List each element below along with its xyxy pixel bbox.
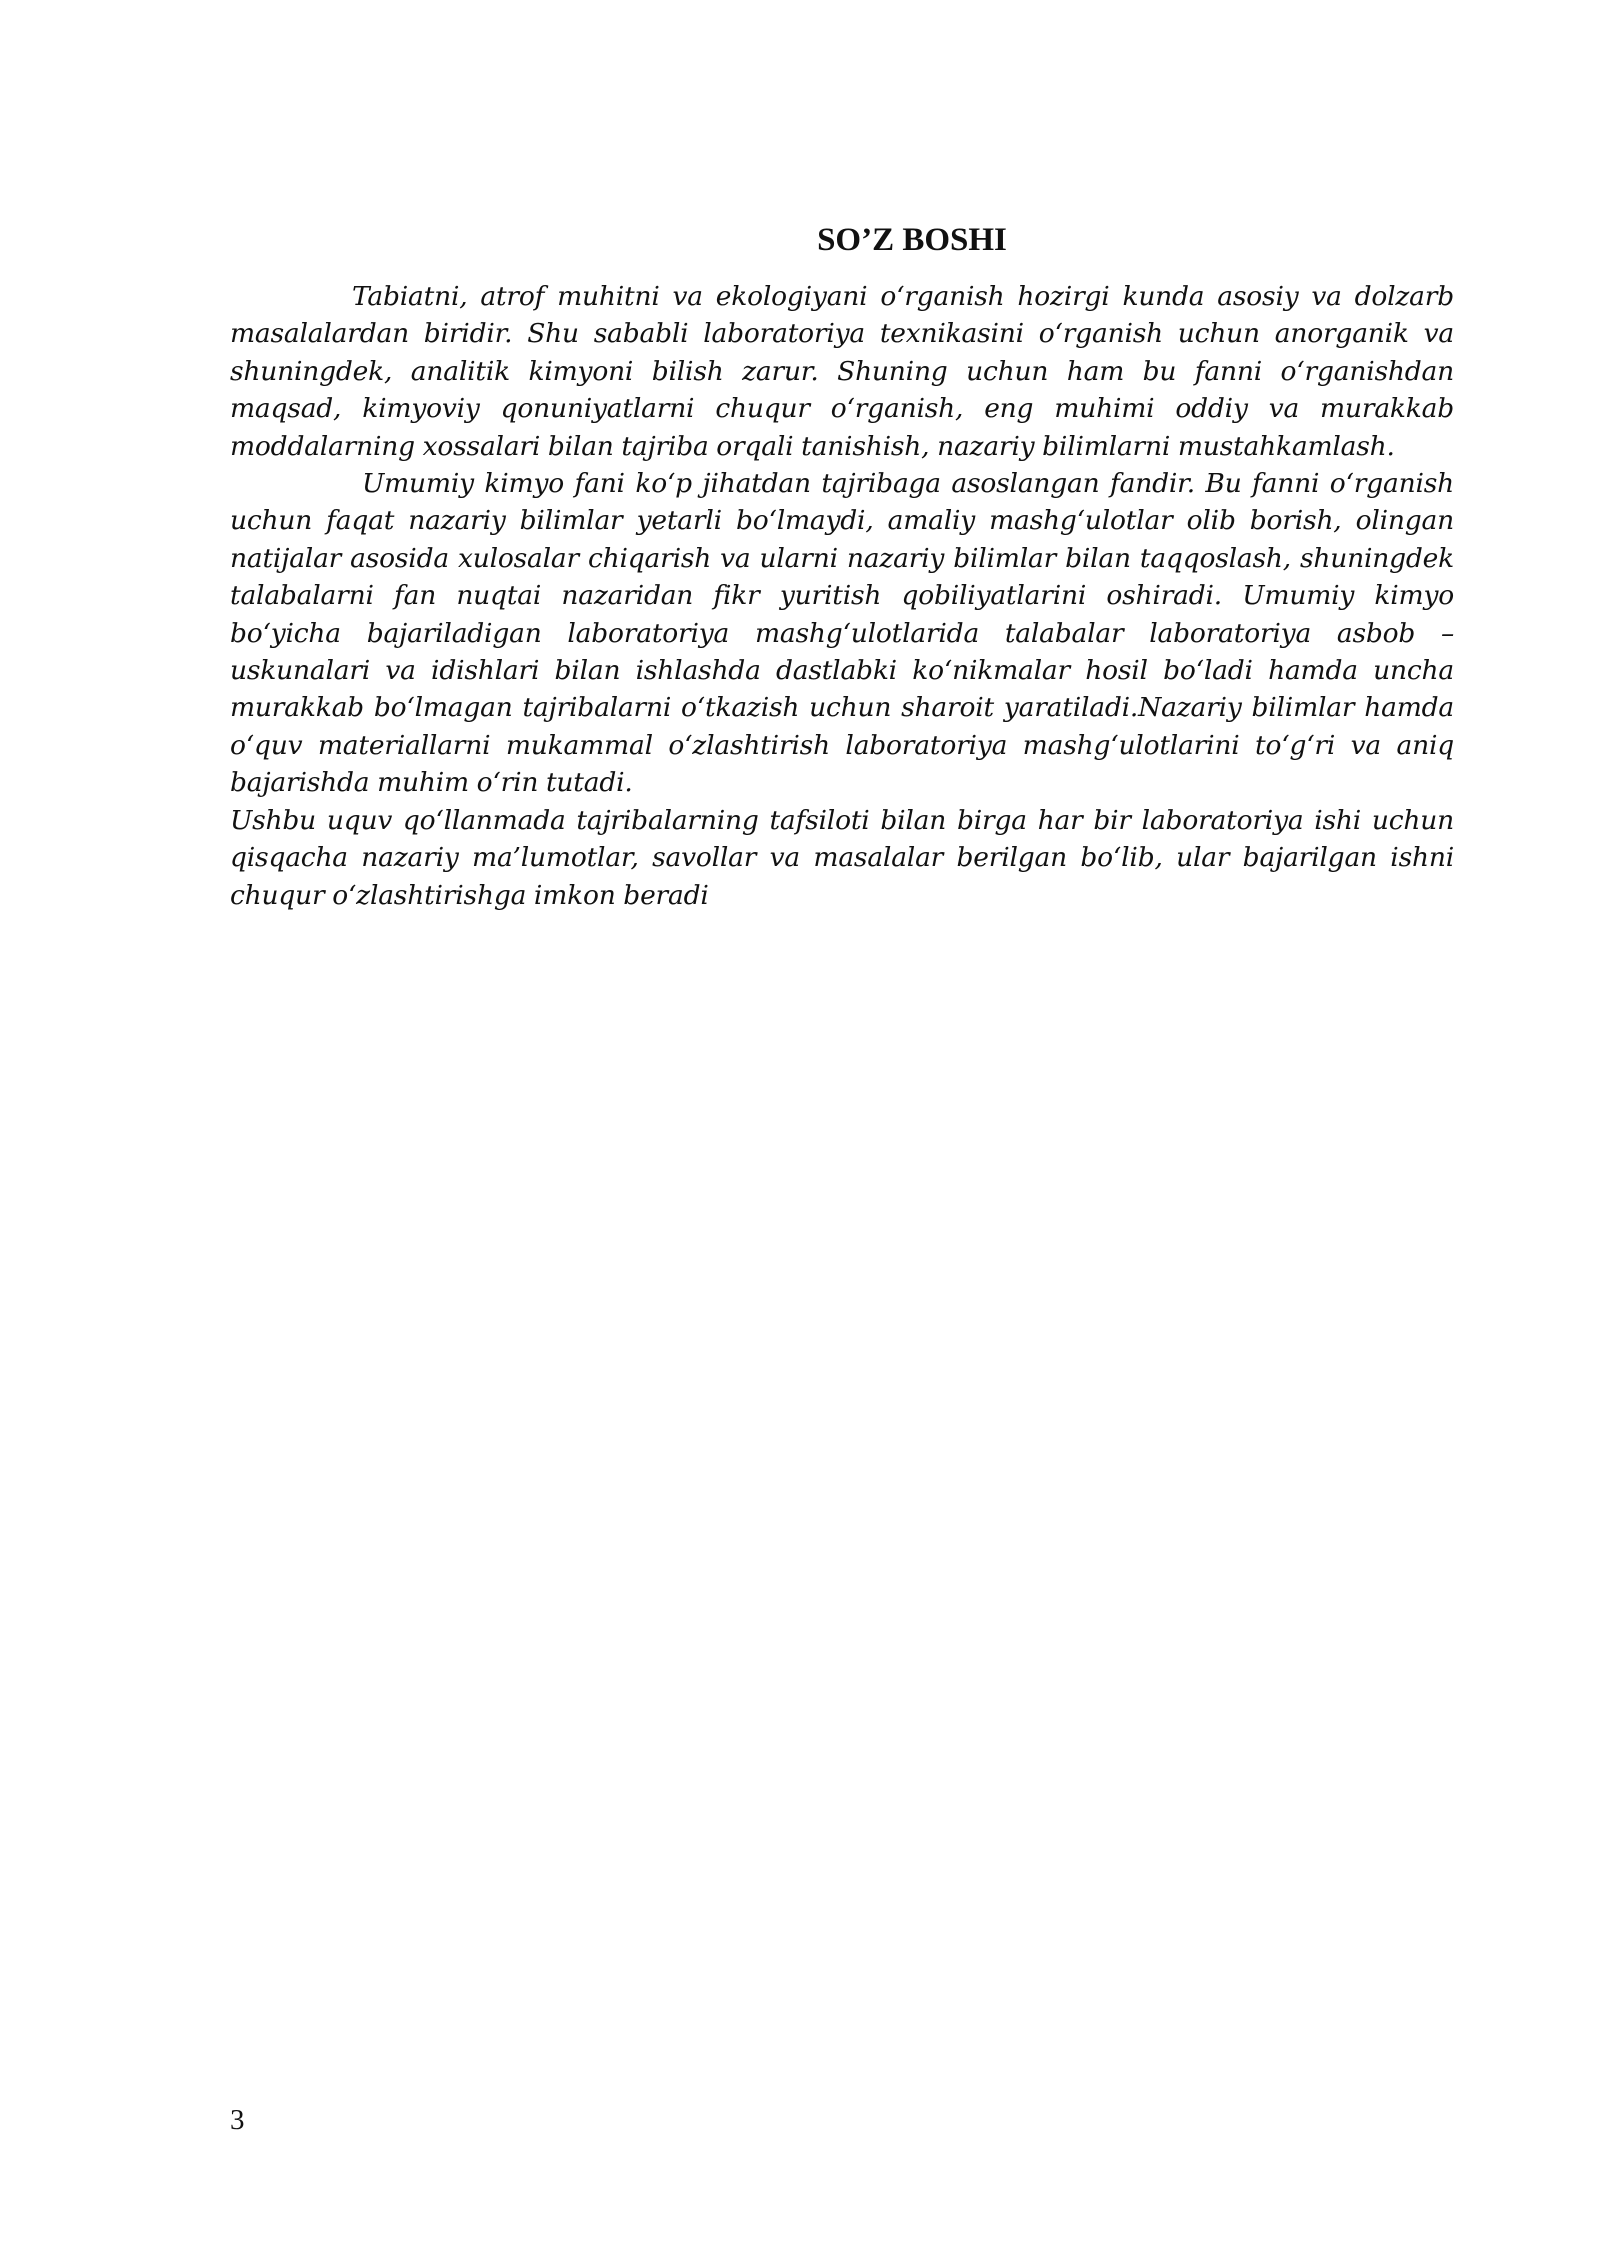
page-number: 3 [230,2104,245,2136]
paragraph-manual-description: Ushbu uquv qo‘llanmada tajribalarning tafsiloti bilan birga har bir laboratoriya ishi uchun qisqacha nazariy ma’lumotlar, savollar va masalalar berilgan bo‘lib, ular bajarilgan ishni chuqur o‘zlashtirishga imkon beradi [230,804,1454,911]
paragraph-general-chemistry: Umumiy kimyo fani ko‘p jihatdan tajribaga asoslangan fandir. Bu fanni o‘rganish uchun faqat nazariy bilimlar yetarli bo‘lmaydi, amaliy mashg‘ulotlar olib borish, olingan natijalar asosida xulosalar chiqarish va ularni nazariy bilimlar bilan taqqoslash, shuningdek talabalarni fan nuqtai nazaridan fikr yuritish qobiliyatlarini oshiradi. Umumiy kimyo bo‘yicha bajariladigan laboratoriya mashg‘ulotlarida talabalar laboratoriya asbob – uskunalari va idishlari bilan ishlashda dastlabki ko‘nikmalar hosil bo‘ladi hamda uncha murakkab bo‘lmagan tajribalarni o‘tkazish uchun sharoit yaratiladi.Nazariy bilimlar hamda o‘quv materiallarni mukammal o‘zlashtirish laboratoriya mashg‘ulotlarini to‘g‘ri va aniq bajarishda muhim o‘rin tutadi. [230,468,1454,799]
section-title: SO’Z BOSHI [817,222,1007,258]
page-content [230,218,1454,914]
paragraph-intro: Tabiatni, atrof muhitni va ekologiyani o‘rganish hozirgi kunda asosiy va dolzarb masalalardan biridir. Shu sababli laboratoriya texnikasini o‘rganish uchun anorganik va shuningdek, analitik kimyoni bilish zarur. Shuning uchun ham bu fanni o‘rganishdan maqsad, kimyoviy qonuniyatlarni chuqur o‘rganish, eng muhimi oddiy va murakkab moddalarning xossalari bilan tajriba orqali tanishish, nazariy bilimlarni mustahkamlash. [230,281,1454,462]
